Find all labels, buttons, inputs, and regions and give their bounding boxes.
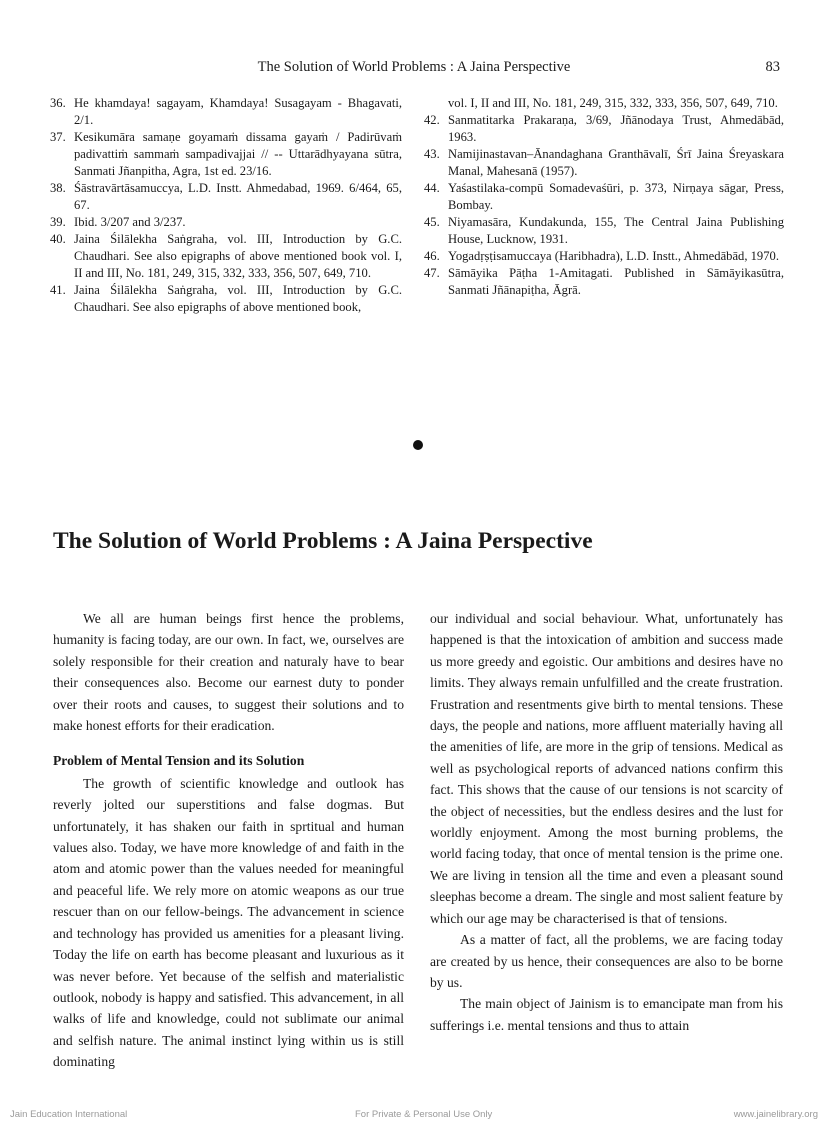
paragraph: our individual and social behaviour. What, unfortunately has happened is that the intoxication of ambition and success made us more greedy and egoistic. Our ambitions and desires have no limits. They always remain unfulfilled and the create frustration. Frustration and resentments give birth to mental tensions. These days, the people and nations, more affluent materially having all the amenities of life, are more in the grip of tensions. Medical as well as psychological reports of advanced nations confirm this fact. This shows that the cause of our tensions is not scarcity of the object of necessities, but the endless desires and the lust for worldly enjoyment. Among the most burning problems, the world facing today, that once of mental tension is the prime one. We are living in tension all the time and even a pleasant sound sleephas become a dream. The single and most salient feature by which our age may be characterised is that of tensions. bbox=[430, 611, 783, 926]
endnote: 42. Sanmatitarka Prakaraṇa, 3/69, Jñānodaya Trust, Ahmedābād, 1963. bbox=[424, 113, 784, 144]
endnote: 45. Niyamasāra, Kundakunda, 155, The Central Jaina Publishing House, Lucknow, 1931. bbox=[424, 215, 784, 246]
section-separator-dot bbox=[413, 440, 423, 450]
endnote: 47. Sāmāyika Pāṭha 1-Amitagati. Published in Sāmāyikasūtra, Sanmati Jñānapiṭha, Āgrā. bbox=[424, 266, 784, 297]
footer-center: For Private & Personal Use Only bbox=[355, 1109, 493, 1120]
endnote: 39. Ibid. 3/207 and 3/237. bbox=[50, 215, 186, 229]
paragraph: As a matter of fact, all the problems, we are facing today are created by us hence, their consequences are also to be borne by us. bbox=[430, 932, 783, 990]
page-number: 83 bbox=[765, 59, 780, 75]
endnote-continuation: vol. I, II and III, No. 181, 249, 315, 332, 333, 356, 507, 649, 710. bbox=[448, 96, 778, 110]
section-heading: Problem of Mental Tension and its Solution bbox=[53, 753, 305, 769]
footer-right: www.jainelibrary.org bbox=[733, 1109, 818, 1120]
page-footer bbox=[0, 1109, 828, 1123]
article-left-column bbox=[53, 608, 404, 1073]
footer-left: Jain Education International bbox=[10, 1109, 128, 1120]
endnote: 40. Jaina Śilālekha Saṅgraha, vol. III, Introduction by G.C. Chaudhari. See also epigraphs of above mentioned book vol. I, II and III, No. 181, 249, 315, 332, 333, 356, 507, 649, 710. bbox=[50, 232, 402, 280]
running-header-title: The Solution of World Problems : A Jaina Perspective bbox=[257, 59, 571, 75]
endnote: 43. Namijinastavan–Ānandaghana Granthāvalī, Śrī Jaina Śreyaskara Manal, Mahesanā (1957). bbox=[424, 147, 784, 178]
paragraph: The growth of scientific knowledge and outlook has reverly jolted our superstitions and false dogmas. But unfortunately, it has shaken our faith in sprtitual and human values also. Today, we have more knowledge of and faith in the atom and atomic power than the values needed for meaningful and peaceful life. We rely more on atomic weapons as our true rescuer than on our fellow-beings. The advancement in science and technology has provided us amenities for a pleasant living. Today the life on earth has become pleasant and luxurious as it was never before. Yet because of the selfish and materialistic outlook, nobody is happy and satisfied. This advancement, in all walks of life and knowledge, could not sublimate our animal and selfish nature. The animal instinct lying within us is still dominating bbox=[53, 775, 404, 1070]
running-header bbox=[0, 59, 828, 79]
endnote: 44. Yaśastilaka-compū Somadevaśūri, p. 373, Nirṇaya sāgar, Press, Bombay. bbox=[424, 181, 784, 212]
endnote: 37. Kesikumāra samaṇe goyamaṁ dissama gayaṁ / Padirūvaṁ padivattiṁ sammaṁ sampadivajjai // -- Uttarādhyayana sūtra, Sanmati Jñanpitha, Agra, 1st ed. 23/16. bbox=[50, 130, 402, 178]
endnote: 41. Jaina Śilālekha Saṅgraha, vol. III, Introduction by G.C. Chaudhari. See also epigraphs of above mentioned book, bbox=[50, 283, 402, 314]
article-title: The Solution of World Problems : A Jaina Perspective bbox=[53, 528, 593, 554]
endnote: 36. He khamdaya! sagayam, Khamdaya! Susagayam - Bhagavati, 2/1. bbox=[50, 96, 402, 127]
endnotes-right-column bbox=[424, 95, 784, 299]
endnote: 46. Yogadṛṣṭisamuccaya (Haribhadra), L.D. Instt., Ahmedābād, 1970. bbox=[424, 249, 779, 263]
paragraph: We all are human beings first hence the problems, humanity is facing today, are our own. In fact, we, ourselves are solely responsible for their creation and naturaly have to bear their consequences also. Become our earnest duty to ponder over their roots and causes, to suggest their solutions and to make honest efforts for their eradication. bbox=[53, 611, 404, 734]
paragraph: The main object of Jainism is to emancipate man from his sufferings i.e. mental tensions and thus to attain bbox=[430, 996, 783, 1033]
article-right-column bbox=[430, 608, 783, 1036]
endnotes-left-column bbox=[50, 95, 402, 316]
endnote: 38. Śāstravārtāsamuccya, L.D. Instt. Ahmedabad, 1969. 6/464, 65, 67. bbox=[50, 181, 402, 212]
